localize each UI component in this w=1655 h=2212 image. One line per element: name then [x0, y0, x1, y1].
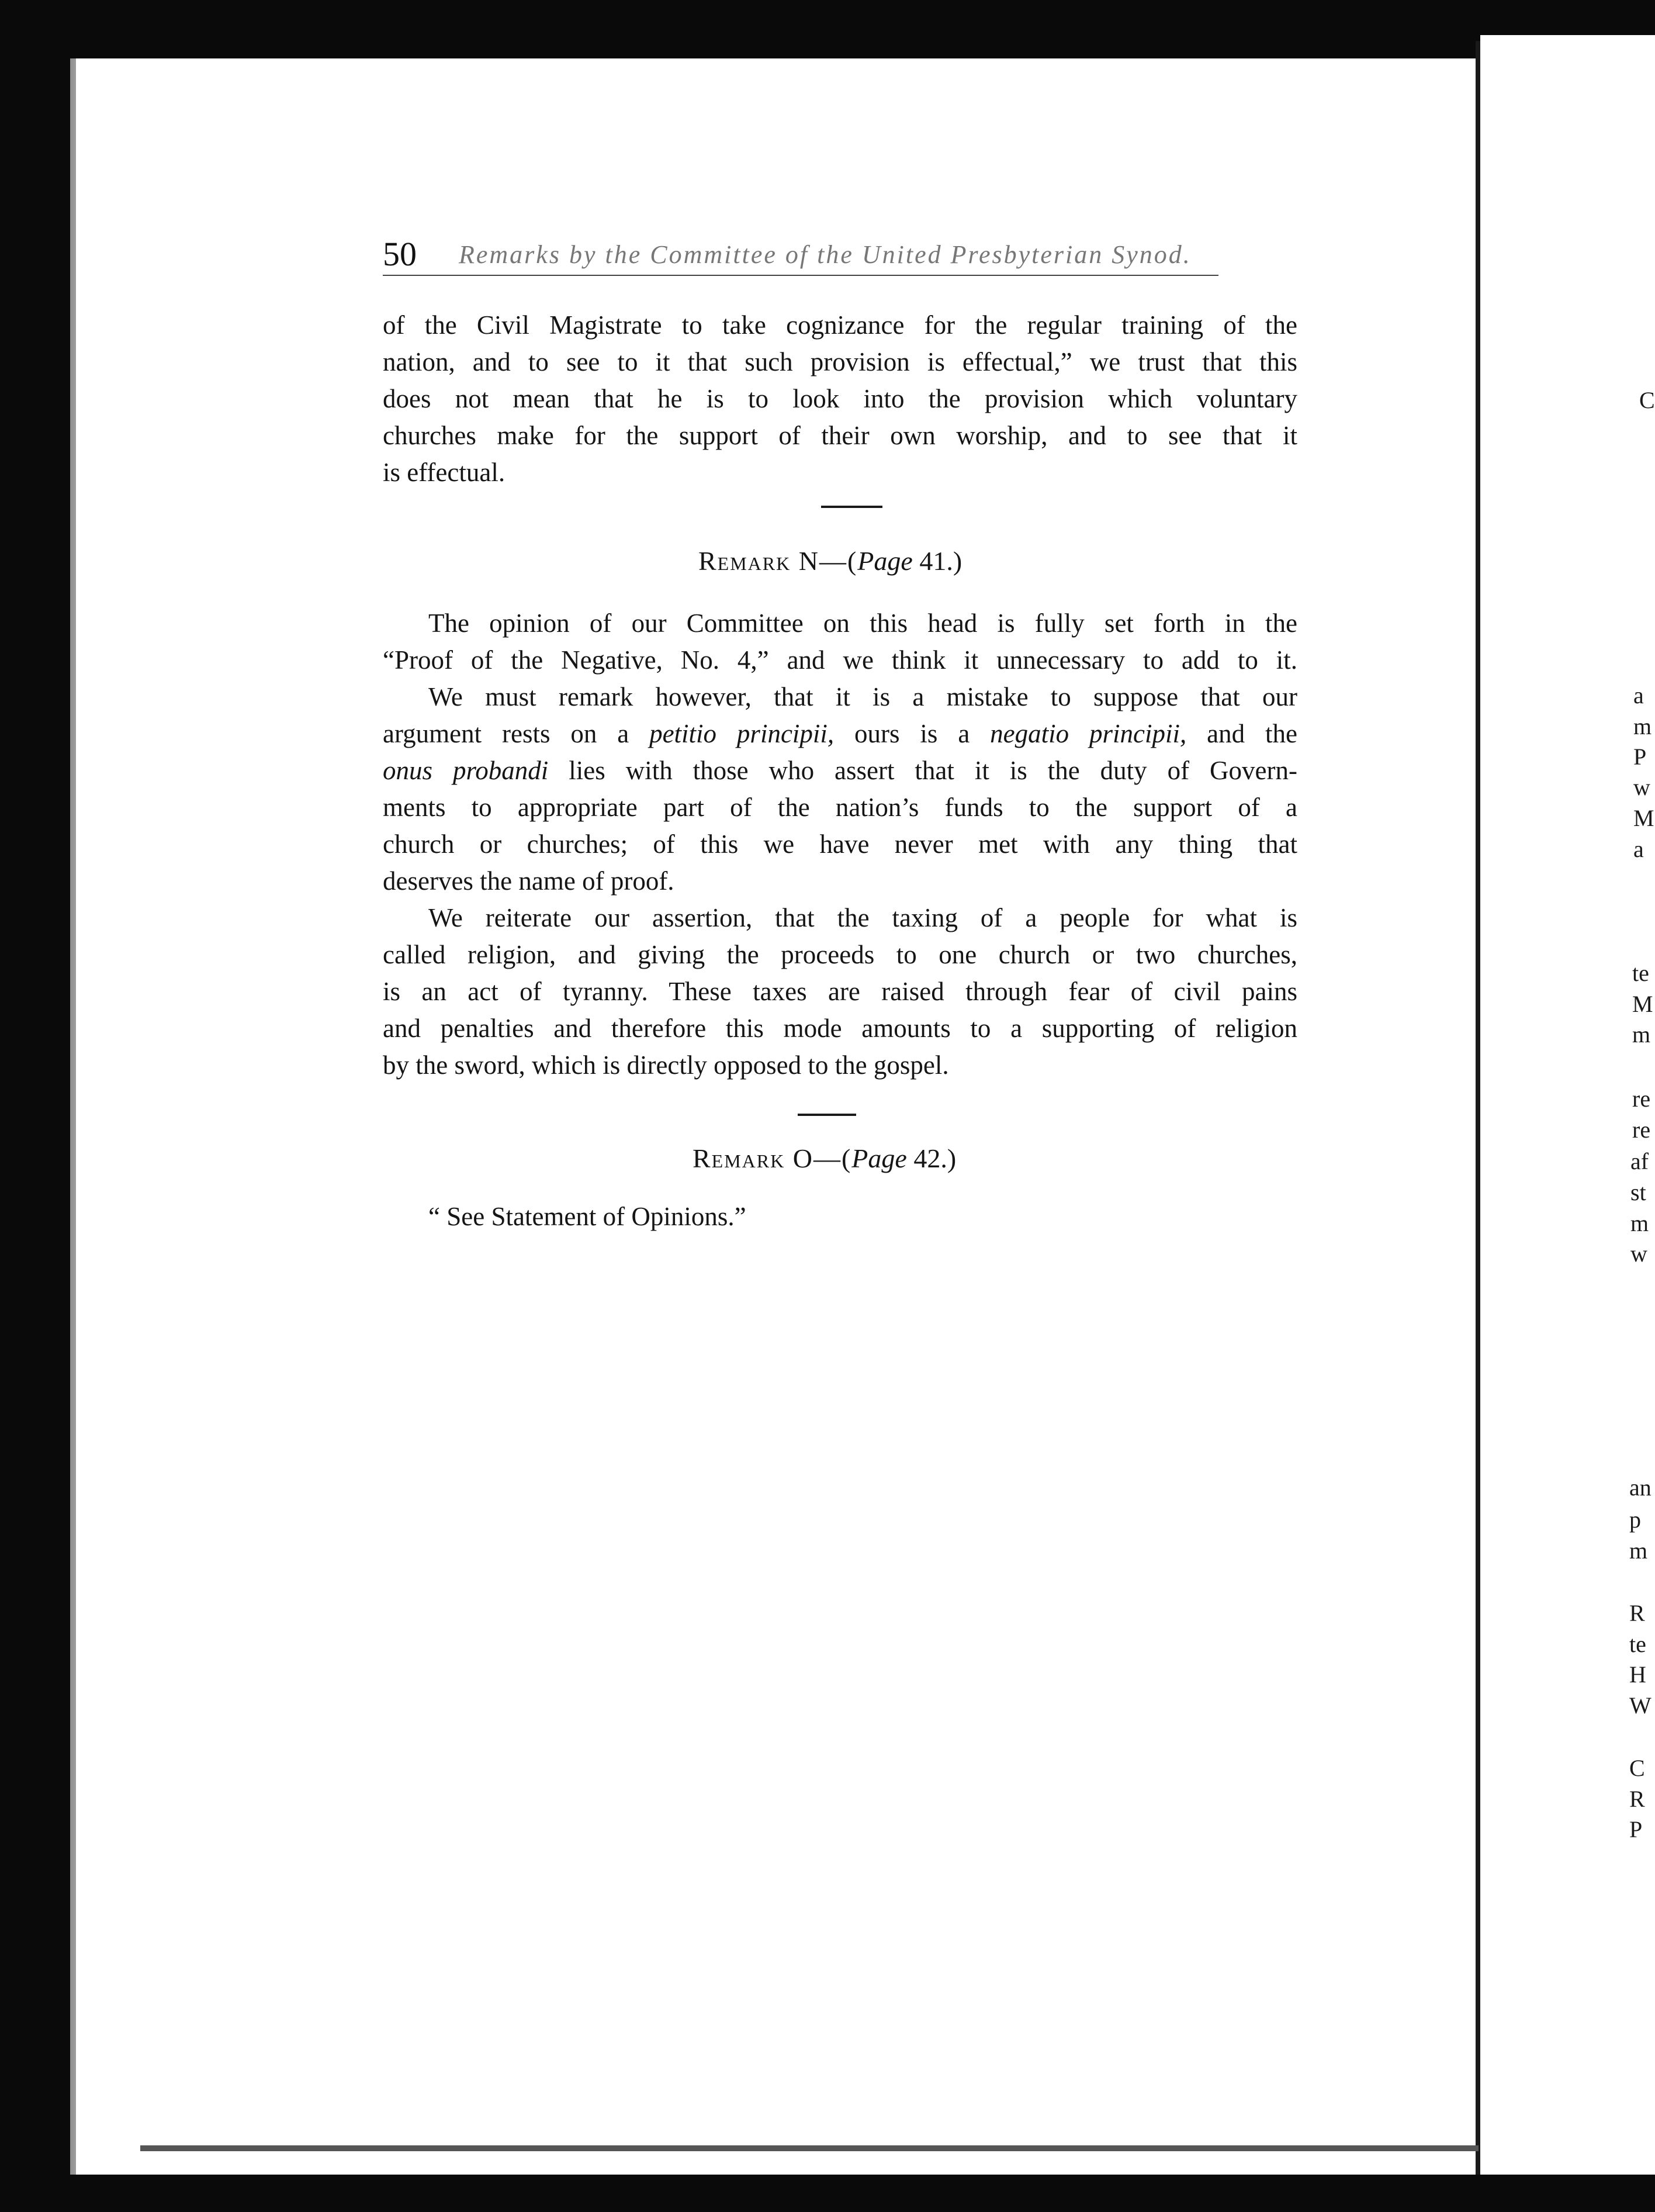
text-line: We must remark however, that it is a mistake to suppose that our: [428, 682, 1297, 711]
text-line: church or churches; of this we have never met with any thing that: [383, 829, 1297, 859]
next-page-fragment: m: [1633, 713, 1652, 739]
next-page-fragment: C: [1629, 1755, 1645, 1781]
text-line: churches make for the support of their own worship, and to see that it: [383, 421, 1297, 450]
text-line: and penalties and therefore this mode amounts to a supporting of religion: [383, 1014, 1297, 1043]
text-line: ments to appropriate part of the nation’s funds to the support of a: [383, 793, 1297, 822]
text-line: deserves the name of proof.: [383, 866, 674, 896]
running-head: [383, 234, 1218, 276]
section-divider: [821, 506, 882, 508]
text-line: is effectual.: [383, 458, 505, 487]
remark-n-heading: [698, 542, 962, 579]
latin-phrase: negatio principii,: [990, 719, 1187, 748]
text-line: called religion, and giving the proceeds to one church or two churches,: [383, 940, 1297, 969]
remark-o-page-number: 42.): [913, 1143, 957, 1173]
next-page-fragment: an: [1629, 1474, 1651, 1501]
next-page-fragment: H: [1629, 1661, 1646, 1688]
next-page-fragment: p: [1629, 1506, 1641, 1533]
next-page-fragment: W: [1629, 1692, 1651, 1719]
text-line: of the Civil Magistrate to take cognizance for the regular training of the: [383, 310, 1297, 340]
adjacent-page: [1480, 35, 1655, 2175]
paragraph-continuation: [383, 307, 1297, 491]
page-bottom-edge: [140, 2145, 1479, 2151]
text-line: argument rests on a petitio principii, ours is a negatio principii, and the: [383, 719, 1297, 748]
remark-o-label: Remark O—(: [693, 1143, 852, 1173]
next-page-fragment: te: [1629, 1631, 1646, 1657]
text-line: onus probandi lies with those who assert that it is the duty of Govern-: [383, 756, 1297, 785]
next-page-fragment: a: [1633, 836, 1644, 862]
next-page-fragment: M: [1633, 805, 1654, 831]
page-number: 50: [383, 235, 417, 273]
text-line: nation, and to see to it that such provision is effectual,” we trust that this: [383, 347, 1297, 376]
next-page-fragment: C: [1639, 387, 1655, 413]
text-line: We reiterate our assertion, that the taxing of a people for what is: [428, 903, 1297, 932]
remark-n-body: [383, 605, 1297, 1084]
next-page-fragment: m: [1629, 1537, 1648, 1564]
text-line: The opinion of our Committee on this head is fully set forth in the: [428, 609, 1297, 638]
next-page-fragment: M: [1632, 991, 1653, 1017]
next-page-fragment: P: [1629, 1816, 1643, 1843]
next-page-fragment: a: [1633, 682, 1644, 708]
latin-phrase: onus probandi: [383, 756, 549, 785]
next-page-fragment: m: [1632, 1021, 1651, 1048]
remark-o-body: [383, 1198, 1297, 1235]
text-line: by the sword, which is directly opposed to the gospel.: [383, 1050, 949, 1080]
text-line: “ See Statement of Opinions.”: [428, 1202, 746, 1231]
next-page-fragment: te: [1632, 960, 1649, 986]
latin-phrase: petitio principii,: [649, 719, 835, 748]
section-divider: [798, 1114, 856, 1116]
remark-n-page-word: Page: [857, 546, 913, 576]
remark-n-label: Remark N—(: [698, 546, 858, 576]
next-page-fragment: re: [1632, 1086, 1651, 1112]
text-line: is an act of tyranny. These taxes are raised through fear of civil pains: [383, 977, 1297, 1006]
next-page-fragment: w: [1630, 1240, 1647, 1267]
remark-n-page-number: 41.): [919, 546, 962, 576]
page-gutter: [1476, 41, 1480, 2175]
next-page-fragment: w: [1633, 774, 1650, 800]
running-head-title: Remarks by the Committee of the United Presbyterian Synod.: [459, 240, 1192, 269]
next-page-fragment: P: [1633, 744, 1647, 770]
next-page-fragment: m: [1630, 1210, 1649, 1236]
next-page-fragment: R: [1629, 1786, 1645, 1812]
remark-o-page-word: Page: [851, 1143, 907, 1173]
text-line: does not mean that he is to look into the provision which voluntary: [383, 384, 1297, 413]
next-page-fragment: af: [1630, 1148, 1649, 1174]
next-page-fragment: R: [1629, 1600, 1645, 1626]
remark-o-heading: [693, 1140, 956, 1177]
next-page-fragment: re: [1632, 1117, 1651, 1143]
text-line: “Proof of the Negative, No. 4,” and we think it unnecessary to add to it.: [383, 645, 1297, 675]
next-page-fragment: st: [1630, 1179, 1646, 1205]
